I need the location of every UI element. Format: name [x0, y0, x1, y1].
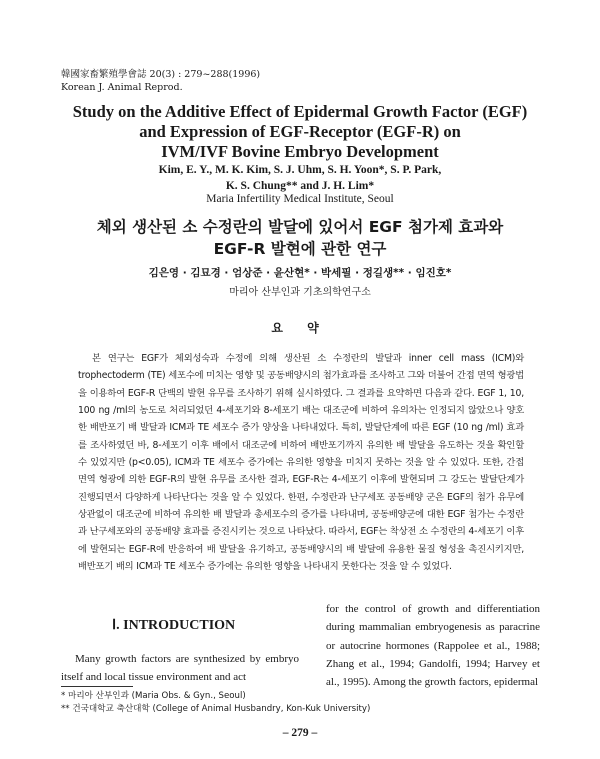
introduction-heading: Ⅰ. INTRODUCTION [112, 618, 236, 633]
footnote-2: ** 건국대학교 축산대학 (College of Animal Husbandry, Kon-Kuk University) [61, 703, 371, 714]
title-en-line-1: Study on the Additive Effect of Epidermal Growth Factor (EGF) [72, 102, 528, 121]
abstract-heading: 요 약 [271, 321, 329, 335]
footnote-divider [61, 686, 133, 687]
title-english [0, 102, 600, 162]
abstract-body: 본 연구는 EGF가 체외성숙과 수정에 의해 생산된 소 수정란의 발달과 inner cell mass (ICM)와 trophectoderm (TE) 세포수에 미치는 영향 및 공동배양시의 첨가효과를 조사하고 그와 더불어 간접 면역 형광법을 이용하여 EGF-R 단백의 발현 유무를 조사하기 위해 실시하였다. 그 결과를 요약하면 다음과 같다. EGF 1, 10, 100 ng /ml의 농도로 처리되었던 4-세포기와 8-세포기 배는 대조군에 비하여 유의차는 인정되지 않았으나 양호한 배반포기 배 발달과 ICM과 TE 세포수 증가 양상을 나타내었다. 특히, 발달단계에 따른 EGF (10 ng /ml) 효과를 조사하였던 바, 8-세포기 이후 배에서 대조군에 비하여 배반포기까지 유의한 배 발달을 유도하는 것을 확인할 수 있었지만 (p<0.05), ICM과 TE 세포수 증가에는 유의한 영향을 미치지 못하는 것을 알 수 있었다. 또한, 간접 면역 형광에 의한 EGF-R의 발현 유무를 조사한 결과, EGF-R는 4-세포기 이후에 발현되며 그 강도는 발달단계가 진행되면서 다양하게 나타난다는 것을 알 수 있었다. 한편, 수정란과 난구세포 공동배양 군은 EGF의 첨가 유무에 상관없이 대조군에 비하여 유의한 배 발달과 총세포수의 증가를 나타내며, 공동배양군에 대한 EGF 첨가는 수정란과 난구세포와의 공동배양 효과를 증진시키는 것으로 나타났다. 따라서, EGF는 착상전 소 수정란의 4-세포기 이후에 발현되는 EGF-R에 반응하여 배 발달을 유기하고, 공동배양시의 배 발달에 유용한 물질 형성을 촉진시키지만, 배반포기 배의 ICM과 TE 세포수 증가에는 유의한 영향을 나타내지 못한다는 것을 알 수 있었다. [78, 353, 524, 573]
title-en-line-2: and Expression of EGF-Receptor (EGF-R) on [139, 122, 461, 141]
page-number: – 279 – [282, 727, 318, 739]
intro-left-column: Many growth factors are synthesized by embryo itself and local tissue environment and act [61, 653, 299, 683]
journal-citation: 韓國家畜繁殖學會誌 20(3) : 279~288(1996) [61, 69, 261, 80]
title-ko-line-1: 체외 생산된 소 수정란의 발달에 있어서 EGF 첨가제 효과와 [96, 218, 504, 236]
footnote-1: * 마리아 산부인과 (Maria Obs. & Gyn., Seoul) [61, 691, 246, 701]
journal-header [61, 68, 260, 94]
title-ko-line-2: EGF-R 발현에 관한 연구 [213, 240, 387, 258]
journal-name: Korean J. Animal Reprod. [61, 82, 183, 93]
footnotes [61, 690, 370, 715]
intro-right-column: for the control of growth and differentiation during mammalian embryogenesis as paracrine or autocrine hormones (Rappolee et al., 1988; Zhang et al., 1994; Gandolfi, 1994; Harvey et al., 1995). Among the growth factors, epidermal [326, 603, 540, 689]
title-en-line-3: IVM/IVF Bovine Embryo Development [161, 142, 439, 161]
authors-korean: 김은영 · 김묘경 · 엄상준 · 윤산현* · 박세필 · 정길생** · 임진호* [148, 267, 452, 279]
institution-english: Maria Infertility Medical Institute, Seoul [206, 193, 394, 205]
authors-en-line-1: Kim, E. Y., M. K. Kim, S. J. Uhm, S. H. Yoon*, S. P. Park, [158, 164, 442, 176]
title-korean [0, 216, 600, 260]
institution-korean: 마리아 산부인과 기초의학연구소 [229, 287, 371, 298]
authors-english [0, 162, 600, 194]
authors-en-line-2: K. S. Chung** and J. H. Lim* [225, 180, 375, 192]
